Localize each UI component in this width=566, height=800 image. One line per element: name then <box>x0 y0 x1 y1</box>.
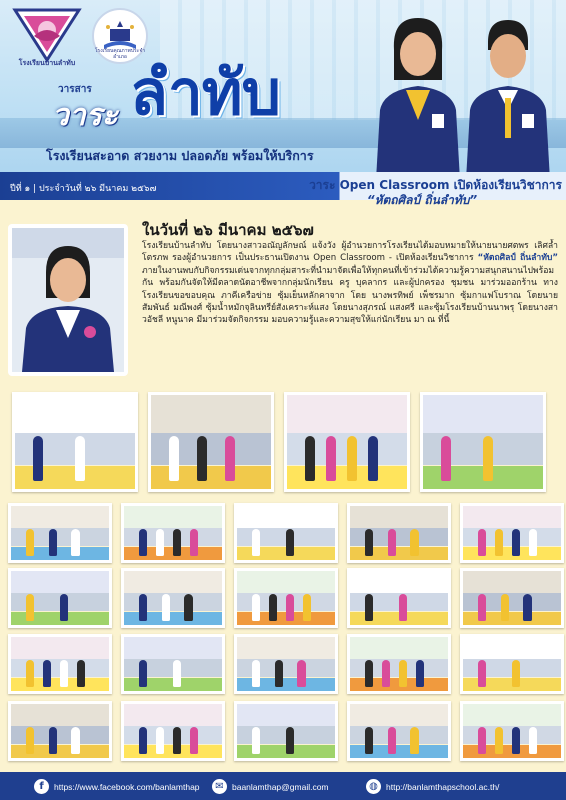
article-text-2: ภายในงานพบกับกิจกรรมเด่นจากทุกกลุ่มสาระที่นำมาจัดเพื่อให้ทุกคนที่เข้าร่วมได้ความรู้ความสนุกสนานไปพร้อมกัน พร้อมกันจัดให้มีตลาดนัดอาชีพจากกลุ่มนักเรียน ครู บุคลากร และผู้ปกครอง ชุมชน มาร่วมออกร้าน ทางโรงเรียนขอขอบคุณ ภาคีเครือข่าย ซุ้มเย็นหลักคาจาก โดย นางพรทิพย์ เพ็ชรมาก ซุ้มกาแฟโบราณ โดยนายสัมพันธ์ มณีพงศ์ ซุ้มน้ำหมักจุลินทรีย์สังเคราะห์แสง โดยนางสุภรณ์ แสงศรี และซุ้มโรงเรียนบ้านนาพรุ โดยนางสาวอัชลี หนูนาค มีมาร่วมจัดกิจกรรม มอบความรู้และความสุขให้แก่นักเรียน มา ณ ที่นี้ <box>142 265 558 326</box>
headline: วาระ Open Classroom เปิดห้องเรียนวิชาการ <box>309 178 562 192</box>
website-url: http://banlamthapschool.ac.th/ <box>386 781 500 792</box>
article-highlight: “หัตถศิลป์ ถิ่นลำทับ” <box>477 253 559 264</box>
school-logo-caption: โรงเรียนบ้านลำทับ <box>18 59 76 67</box>
masthead <box>0 0 566 188</box>
director-photo <box>12 228 124 372</box>
presenter-woman <box>372 10 464 180</box>
event-photo-large <box>12 392 138 492</box>
article-body <box>142 240 558 327</box>
director-portrait <box>8 224 128 376</box>
email-icon: ✉ <box>212 779 227 794</box>
headline-subtitle: “หัตถศิลป์ ถิ่นลำทับ” <box>366 193 478 207</box>
presenter-man <box>462 10 554 180</box>
event-photo <box>121 701 225 761</box>
event-photo <box>234 503 338 563</box>
event-photo <box>460 568 564 628</box>
magazine-label: วารสาร <box>58 84 92 95</box>
event-photo <box>347 503 451 563</box>
event-photo <box>234 568 338 628</box>
partner-logo-caption: โรงเรียนคุณภาพประจำอำเภอ <box>94 48 146 60</box>
magazine-title-part2: ลำทับ <box>130 56 281 129</box>
event-photo <box>347 568 451 628</box>
event-photo <box>121 568 225 628</box>
article-text-1: โรงเรียนบ้านลำทับ โดยนางสาวอณัญลักษณ์ แจ้งวัง ผู้อำนวยการโรงเรียนได้มอบหมายให้นายนายศตพร เลิศล้ำโตรภพ รองผู้อำนวยการ เป็นประธานเปิดงาน Open Classroom - เปิดห้องเรียนวิชาการ <box>142 241 558 264</box>
event-photo <box>121 634 225 694</box>
facebook-icon: f <box>34 779 49 794</box>
event-photo <box>8 701 112 761</box>
event-photo <box>121 503 225 563</box>
facebook-url: https://www.facebook.com/banlamthap <box>54 781 200 792</box>
event-photo <box>234 634 338 694</box>
event-photo <box>8 503 112 563</box>
school-logo <box>12 6 82 64</box>
event-photo <box>8 568 112 628</box>
globe-icon: ◍ <box>366 779 381 794</box>
facebook-link[interactable] <box>34 779 200 794</box>
event-photo-large <box>284 392 410 492</box>
event-photo <box>347 634 451 694</box>
magazine-title-part1: วาระ <box>52 98 118 133</box>
website-link[interactable] <box>366 779 499 794</box>
event-photo <box>234 701 338 761</box>
school-slogan: โรงเรียนสะอาด สวยงาม ปลอดภัย พร้อมให้บริการ <box>46 148 314 163</box>
event-photo <box>460 503 564 563</box>
event-photo-large <box>420 392 546 492</box>
email-link[interactable] <box>212 779 329 794</box>
issue-info: ปีที่ ๑ | ประจำวันที่ ๒๖ มีนาคม ๒๕๖๗ <box>10 184 157 194</box>
event-photo <box>460 701 564 761</box>
event-photo <box>8 634 112 694</box>
email-address: baanlamthap@gmail.com <box>232 781 329 792</box>
footer <box>0 772 566 800</box>
event-photo <box>347 701 451 761</box>
event-photo <box>460 634 564 694</box>
article-date-title: ในวันที่ ๒๖ มีนาคม ๒๕๖๗ <box>142 221 314 239</box>
event-photo-large <box>148 392 274 492</box>
